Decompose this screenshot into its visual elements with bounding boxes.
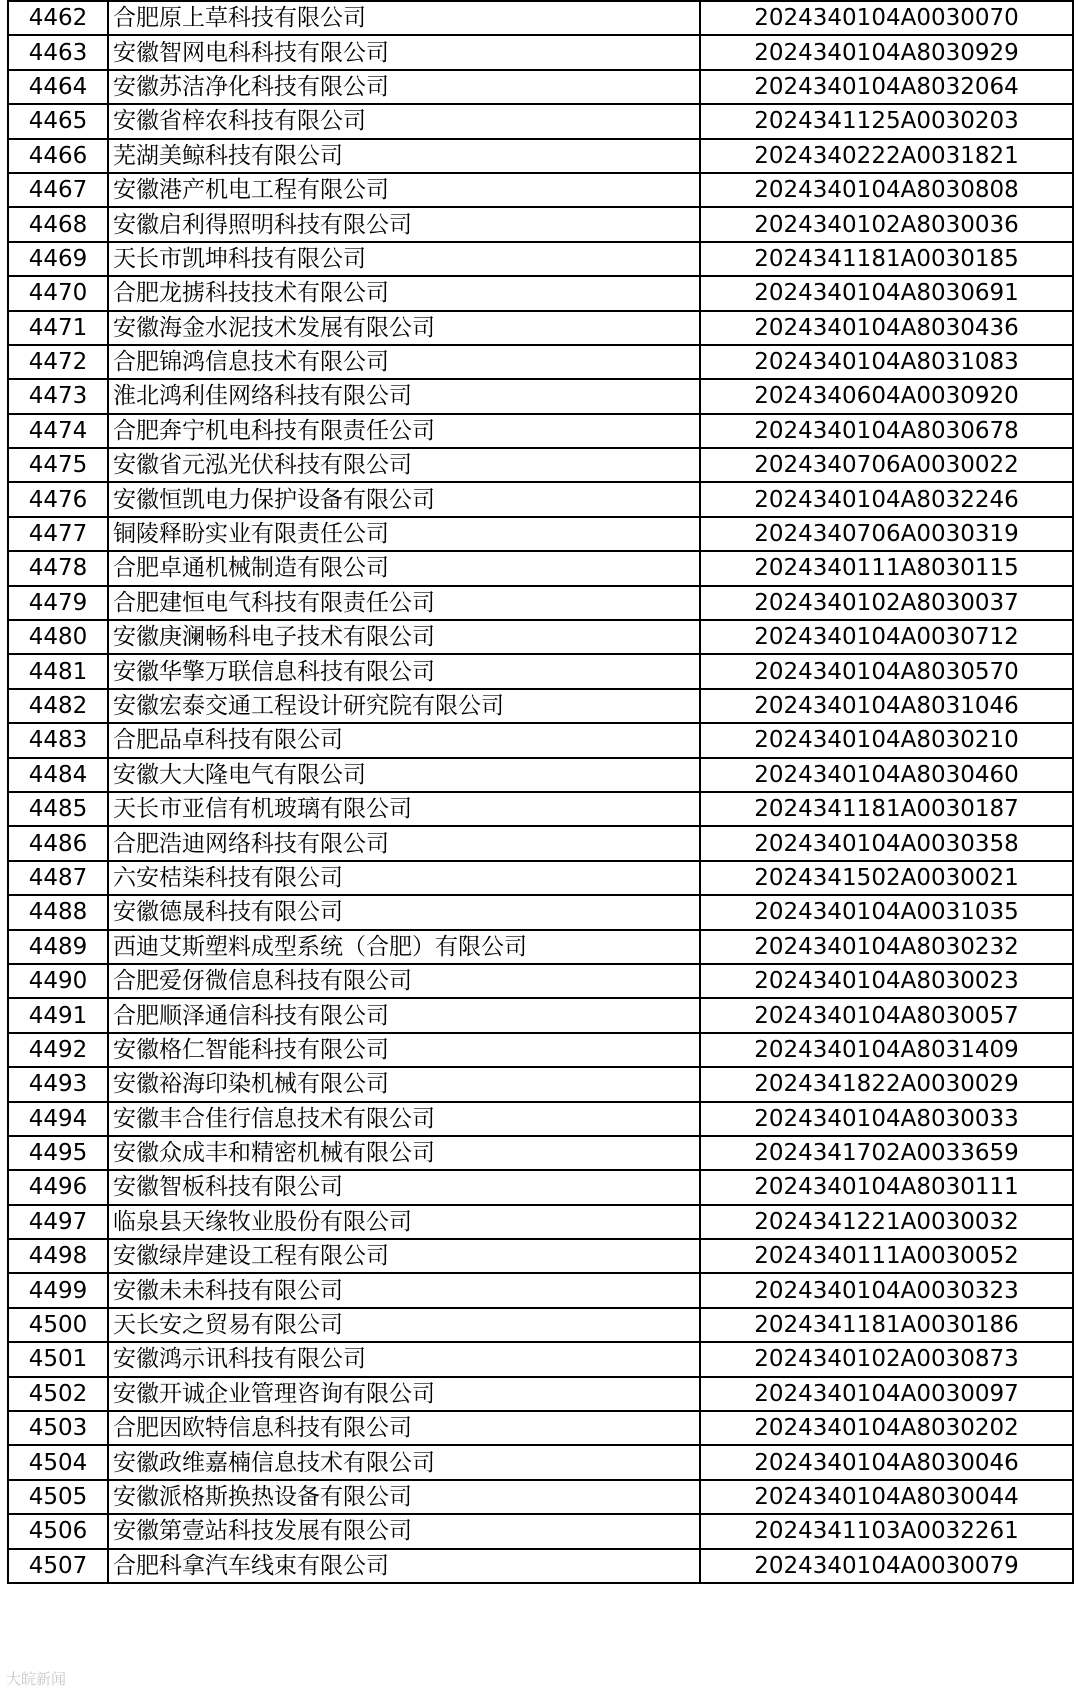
- company-name-cell: 安徽庚澜畅科电子技术有限公司: [108, 620, 700, 654]
- table-row: [8, 139, 1073, 173]
- company-name-cell: 安徽派格斯换热设备有限公司: [108, 1480, 700, 1514]
- company-name-cell: 安徽未未科技有限公司: [108, 1273, 700, 1307]
- row-number-cell: 4472: [8, 345, 108, 379]
- company-name-cell: 安徽开诚企业管理咨询有限公司: [108, 1377, 700, 1411]
- company-name-cell: 西迪艾斯塑料成型系统（合肥）有限公司: [108, 930, 700, 964]
- registration-code-cell: 2024340104A8030808: [700, 173, 1073, 207]
- registration-code-cell: 2024340104A8032246: [700, 482, 1073, 516]
- watermark-text: 大皖新闻: [6, 1670, 67, 1688]
- registration-code-cell: 2024340104A8030232: [700, 930, 1073, 964]
- registration-code-cell: 2024341181A0030185: [700, 242, 1073, 276]
- company-name-cell: 芜湖美鲸科技有限公司: [108, 139, 700, 173]
- registration-code-cell: 2024341181A0030187: [700, 792, 1073, 826]
- registration-code-cell: 2024340104A8030023: [700, 964, 1073, 998]
- table-row: [8, 1342, 1073, 1376]
- table-row: [8, 964, 1073, 998]
- company-name-cell: 合肥爱伢微信息科技有限公司: [108, 964, 700, 998]
- registration-code-cell: 2024340102A0030873: [700, 1342, 1073, 1376]
- table-row: [8, 482, 1073, 516]
- row-number-cell: 4465: [8, 104, 108, 138]
- company-name-cell: 天长市亚信有机玻璃有限公司: [108, 792, 700, 826]
- company-name-cell: 安徽第壹站科技发展有限公司: [108, 1514, 700, 1548]
- row-number-cell: 4494: [8, 1102, 108, 1136]
- row-number-cell: 4480: [8, 620, 108, 654]
- registration-code-cell: 2024341103A0032261: [700, 1514, 1073, 1548]
- row-number-cell: 4469: [8, 242, 108, 276]
- company-name-cell: 天长安之贸易有限公司: [108, 1308, 700, 1342]
- registration-code-cell: 2024340104A8030046: [700, 1445, 1073, 1479]
- registration-code-cell: 2024340104A8030929: [700, 35, 1073, 69]
- registration-code-cell: 2024341822A0030029: [700, 1067, 1073, 1101]
- table-row: [8, 1, 1073, 35]
- registration-code-cell: 2024340104A8030691: [700, 276, 1073, 310]
- row-number-cell: 4467: [8, 173, 108, 207]
- table-row: [8, 1239, 1073, 1273]
- row-number-cell: 4478: [8, 551, 108, 585]
- row-number-cell: 4468: [8, 207, 108, 241]
- company-name-cell: 合肥卓通机械制造有限公司: [108, 551, 700, 585]
- company-name-cell: 六安桔柒科技有限公司: [108, 861, 700, 895]
- company-name-cell: 安徽苏洁净化科技有限公司: [108, 70, 700, 104]
- registration-code-cell: 2024340104A8030210: [700, 723, 1073, 757]
- row-number-cell: 4490: [8, 964, 108, 998]
- table-row: [8, 930, 1073, 964]
- table-row: [8, 35, 1073, 69]
- table-row: [8, 1549, 1073, 1583]
- row-number-cell: 4485: [8, 792, 108, 826]
- registration-code-cell: 2024340104A8030202: [700, 1411, 1073, 1445]
- registration-code-cell: 2024340104A8030460: [700, 758, 1073, 792]
- registration-code-cell: 2024340104A0030712: [700, 620, 1073, 654]
- table-row: [8, 620, 1073, 654]
- table-row: [8, 689, 1073, 723]
- registration-code-cell: 2024340102A8030037: [700, 586, 1073, 620]
- company-name-cell: 安徽省元泓光伏科技有限公司: [108, 448, 700, 482]
- registration-code-cell: 2024340104A0030079: [700, 1549, 1073, 1583]
- row-number-cell: 4504: [8, 1445, 108, 1479]
- row-number-cell: 4463: [8, 35, 108, 69]
- company-name-cell: 合肥因欧特信息科技有限公司: [108, 1411, 700, 1445]
- table-row: [8, 1205, 1073, 1239]
- registration-code-cell: 2024340104A8031409: [700, 1033, 1073, 1067]
- table-row: [8, 517, 1073, 551]
- row-number-cell: 4499: [8, 1273, 108, 1307]
- company-name-cell: 安徽海金水泥技术发展有限公司: [108, 311, 700, 345]
- company-name-cell: 安徽智板科技有限公司: [108, 1170, 700, 1204]
- company-name-cell: 安徽鸿示讯科技有限公司: [108, 1342, 700, 1376]
- table-row: [8, 207, 1073, 241]
- registration-code-cell: 2024341125A0030203: [700, 104, 1073, 138]
- company-name-cell: 淮北鸿利佳网络科技有限公司: [108, 379, 700, 413]
- company-name-cell: 安徽华擎万联信息科技有限公司: [108, 654, 700, 688]
- table-row: [8, 1445, 1073, 1479]
- registration-code-cell: 2024340111A0030052: [700, 1239, 1073, 1273]
- table-row: [8, 1308, 1073, 1342]
- registration-code-cell: 2024340104A0030323: [700, 1273, 1073, 1307]
- company-name-cell: 合肥锦鸿信息技术有限公司: [108, 345, 700, 379]
- row-number-cell: 4498: [8, 1239, 108, 1273]
- table-row: [8, 1273, 1073, 1307]
- table-row: [8, 792, 1073, 826]
- company-name-cell: 安徽恒凯电力保护设备有限公司: [108, 482, 700, 516]
- company-name-cell: 安徽裕海印染机械有限公司: [108, 1067, 700, 1101]
- table-row: [8, 826, 1073, 860]
- company-name-cell: 安徽德晟科技有限公司: [108, 895, 700, 929]
- company-name-cell: 合肥科拿汽车线束有限公司: [108, 1549, 700, 1583]
- row-number-cell: 4493: [8, 1067, 108, 1101]
- row-number-cell: 4495: [8, 1136, 108, 1170]
- row-number-cell: 4487: [8, 861, 108, 895]
- company-name-cell: 安徽政维嘉楠信息技术有限公司: [108, 1445, 700, 1479]
- table-row: [8, 104, 1073, 138]
- table-row: [8, 1136, 1073, 1170]
- table-row: [8, 551, 1073, 585]
- table-row: [8, 895, 1073, 929]
- table-row: [8, 998, 1073, 1032]
- registration-code-cell: 2024340104A8030111: [700, 1170, 1073, 1204]
- registration-code-cell: 2024340104A8030570: [700, 654, 1073, 688]
- row-number-cell: 4473: [8, 379, 108, 413]
- company-name-cell: 安徽港产机电工程有限公司: [108, 173, 700, 207]
- company-name-cell: 合肥顺泽通信科技有限公司: [108, 998, 700, 1032]
- row-number-cell: 4500: [8, 1308, 108, 1342]
- row-number-cell: 4502: [8, 1377, 108, 1411]
- table-row: [8, 173, 1073, 207]
- company-name-cell: 安徽启利得照明科技有限公司: [108, 207, 700, 241]
- registration-code-cell: 2024340604A0030920: [700, 379, 1073, 413]
- registration-code-cell: 2024340222A0031821: [700, 139, 1073, 173]
- table-row: [8, 1033, 1073, 1067]
- company-name-cell: 安徽丰合佳行信息技术有限公司: [108, 1102, 700, 1136]
- row-number-cell: 4496: [8, 1170, 108, 1204]
- company-name-cell: 天长市凯坤科技有限公司: [108, 242, 700, 276]
- table-row: [8, 242, 1073, 276]
- company-name-cell: 合肥龙掳科技技术有限公司: [108, 276, 700, 310]
- registration-code-cell: 2024340104A8030436: [700, 311, 1073, 345]
- table-body: [8, 1, 1073, 1583]
- table-row: [8, 276, 1073, 310]
- table-row: [8, 1411, 1073, 1445]
- table-row: [8, 654, 1073, 688]
- company-name-cell: 铜陵释盼实业有限责任公司: [108, 517, 700, 551]
- row-number-cell: 4486: [8, 826, 108, 860]
- row-number-cell: 4507: [8, 1549, 108, 1583]
- company-name-cell: 合肥浩迪网络科技有限公司: [108, 826, 700, 860]
- row-number-cell: 4492: [8, 1033, 108, 1067]
- company-name-cell: 安徽众成丰和精密机械有限公司: [108, 1136, 700, 1170]
- registration-code-cell: 2024340104A0031035: [700, 895, 1073, 929]
- registration-code-cell: 2024340111A8030115: [700, 551, 1073, 585]
- row-number-cell: 4477: [8, 517, 108, 551]
- row-number-cell: 4471: [8, 311, 108, 345]
- table-row: [8, 758, 1073, 792]
- table-row: [8, 414, 1073, 448]
- registration-code-cell: 2024340102A8030036: [700, 207, 1073, 241]
- row-number-cell: 4474: [8, 414, 108, 448]
- table-row: [8, 345, 1073, 379]
- table-row: [8, 1067, 1073, 1101]
- row-number-cell: 4505: [8, 1480, 108, 1514]
- row-number-cell: 4464: [8, 70, 108, 104]
- registration-code-cell: 2024340104A0030097: [700, 1377, 1073, 1411]
- company-name-cell: 临泉县天缘牧业股份有限公司: [108, 1205, 700, 1239]
- company-name-cell: 合肥品卓科技有限公司: [108, 723, 700, 757]
- table-row: [8, 70, 1073, 104]
- row-number-cell: 4501: [8, 1342, 108, 1376]
- row-number-cell: 4470: [8, 276, 108, 310]
- company-name-cell: 安徽格仁智能科技有限公司: [108, 1033, 700, 1067]
- company-name-cell: 安徽省梓农科技有限公司: [108, 104, 700, 138]
- registration-code-cell: 2024340104A8031083: [700, 345, 1073, 379]
- row-number-cell: 4503: [8, 1411, 108, 1445]
- table-row: [8, 311, 1073, 345]
- row-number-cell: 4497: [8, 1205, 108, 1239]
- registration-code-cell: 2024340104A8032064: [700, 70, 1073, 104]
- table-row: [8, 1480, 1073, 1514]
- row-number-cell: 4475: [8, 448, 108, 482]
- company-name-cell: 安徽宏泰交通工程设计研究院有限公司: [108, 689, 700, 723]
- table-row: [8, 448, 1073, 482]
- table-row: [8, 1170, 1073, 1204]
- row-number-cell: 4484: [8, 758, 108, 792]
- row-number-cell: 4466: [8, 139, 108, 173]
- table-row: [8, 1102, 1073, 1136]
- row-number-cell: 4488: [8, 895, 108, 929]
- company-name-cell: 合肥建恒电气科技有限责任公司: [108, 586, 700, 620]
- company-name-cell: 安徽智网电科科技有限公司: [108, 35, 700, 69]
- company-list-table: [7, 0, 1074, 1584]
- registration-code-cell: 2024340706A0030319: [700, 517, 1073, 551]
- registration-code-cell: 2024340104A8030044: [700, 1480, 1073, 1514]
- company-name-cell: 安徽绿岸建设工程有限公司: [108, 1239, 700, 1273]
- row-number-cell: 4506: [8, 1514, 108, 1548]
- row-number-cell: 4482: [8, 689, 108, 723]
- registration-code-cell: 2024340104A0030358: [700, 826, 1073, 860]
- registration-code-cell: 2024341181A0030186: [700, 1308, 1073, 1342]
- row-number-cell: 4483: [8, 723, 108, 757]
- registration-code-cell: 2024340104A8031046: [700, 689, 1073, 723]
- registration-code-cell: 2024340104A8030057: [700, 998, 1073, 1032]
- row-number-cell: 4462: [8, 1, 108, 35]
- registration-code-cell: 2024340104A8030678: [700, 414, 1073, 448]
- registration-code-cell: 2024340104A8030033: [700, 1102, 1073, 1136]
- registration-code-cell: 2024341502A0030021: [700, 861, 1073, 895]
- company-name-cell: 安徽大大隆电气有限公司: [108, 758, 700, 792]
- table-row: [8, 1377, 1073, 1411]
- row-number-cell: 4489: [8, 930, 108, 964]
- table-row: [8, 586, 1073, 620]
- row-number-cell: 4481: [8, 654, 108, 688]
- table-row: [8, 723, 1073, 757]
- row-number-cell: 4491: [8, 998, 108, 1032]
- registration-code-cell: 2024341221A0030032: [700, 1205, 1073, 1239]
- row-number-cell: 4476: [8, 482, 108, 516]
- row-number-cell: 4479: [8, 586, 108, 620]
- company-name-cell: 合肥原上草科技有限公司: [108, 1, 700, 35]
- registration-code-cell: 2024341702A0033659: [700, 1136, 1073, 1170]
- table-row: [8, 861, 1073, 895]
- table-row: [8, 379, 1073, 413]
- registration-code-cell: 2024340104A0030070: [700, 1, 1073, 35]
- company-name-cell: 合肥奔宁机电科技有限责任公司: [108, 414, 700, 448]
- registration-code-cell: 2024340706A0030022: [700, 448, 1073, 482]
- table-row: [8, 1514, 1073, 1548]
